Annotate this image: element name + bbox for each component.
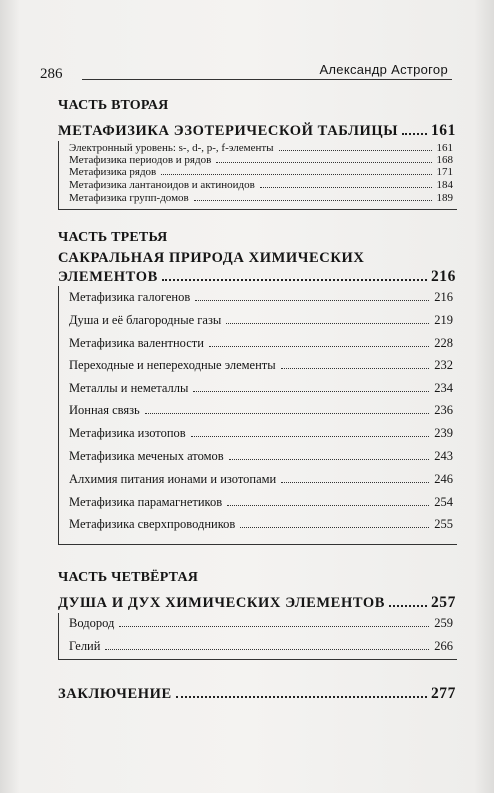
part-four-entries [58,613,457,660]
entry-title: Алхимия питания ионами и изотопами [69,472,277,486]
entry-title: Метафизика изотопов [69,426,186,440]
toc-entry[interactable] [69,142,453,154]
header-rule [82,79,452,80]
entry-title: Метафизика сверхпроводников [69,517,236,531]
entry-page: 161 [436,142,453,154]
section-title-line2: ЭЛЕМЕНТОВ [58,269,158,285]
toc-entry[interactable] [69,449,453,464]
dot-leader [105,649,429,650]
entry-page: 236 [434,403,453,417]
dot-leader [279,150,432,151]
dot-leader [281,482,429,483]
entry-page: 266 [434,639,453,653]
dot-leader [193,391,429,392]
toc-section-part-three[interactable] [58,250,456,286]
entry-title: Водород [69,616,115,630]
part-two-entries [58,141,457,210]
toc-entry[interactable] [69,426,453,441]
section-page: 161 [430,122,456,139]
toc-entry[interactable] [69,472,453,487]
section-page: 277 [430,685,456,702]
dot-leader [216,162,431,163]
dot-leader [195,300,429,301]
toc-entry[interactable] [69,192,453,204]
toc-entry[interactable] [69,290,453,305]
toc-entry[interactable] [69,358,453,373]
toc-entry[interactable] [69,616,453,631]
entry-page: 228 [434,336,453,350]
dot-leader [227,505,429,506]
entry-page: 239 [434,426,453,440]
entry-title: Гелий [69,639,101,653]
toc-entry[interactable] [69,166,453,178]
running-header [0,60,494,84]
entry-page: 254 [434,495,453,509]
entry-title: Метафизика периодов и рядов [69,154,212,166]
entry-title: Метафизика меченых атомов [69,449,224,463]
dot-leader [209,346,429,347]
entry-page: 189 [436,192,453,204]
entry-title: Металлы и неметаллы [69,381,189,395]
toc-entry[interactable] [69,313,453,328]
entry-title: Ионная связь [69,403,140,417]
dot-leader [161,174,431,175]
part-four-label: ЧАСТЬ ЧЕТВЁРТАЯ [58,570,199,585]
section-page: 257 [430,594,456,611]
running-head-author: Александр Астрогор [319,62,448,77]
dot-leader [176,696,427,698]
entry-title: Метафизика лантаноидов и актиноидов [69,179,255,191]
entry-title: Метафизика галогенов [69,290,191,304]
section-title-line1: САКРАЛЬНАЯ ПРИРОДА ХИМИЧЕСКИХ [58,250,365,266]
entry-title: Душа и её благородные газы [69,313,222,327]
entry-page: 184 [436,179,453,191]
toc-entry[interactable] [69,154,453,166]
section-page: 216 [430,268,456,285]
section-title: ЗАКЛЮЧЕНИЕ [58,686,172,702]
entry-page: 216 [434,290,453,304]
dot-leader [191,436,430,437]
part-three-label: ЧАСТЬ ТРЕТЬЯ [58,230,168,245]
entry-title: Метафизика рядов [69,166,157,178]
entry-page: 171 [436,166,453,178]
entry-title: Метафизика валентности [69,336,204,350]
toc-entry[interactable] [69,639,453,654]
toc-entry[interactable] [69,495,453,510]
dot-leader [226,323,429,324]
entry-page: 243 [434,449,453,463]
toc-entry[interactable] [69,403,453,418]
toc-section-conclusion[interactable] [58,685,456,703]
entry-title: Переходные и непереходные элементы [69,358,276,372]
entry-page: 259 [434,616,453,630]
dot-leader [281,368,430,369]
toc-entry[interactable] [69,179,453,191]
dot-leader [389,605,427,607]
section-title: МЕТАФИЗИКА ЭЗОТЕРИЧЕСКОЙ ТАБЛИЦЫ [58,123,399,139]
entry-page: 255 [434,517,453,531]
part-two-label: ЧАСТЬ ВТОРАЯ [58,98,169,113]
entry-title: Метафизика парамагнетиков [69,495,223,509]
toc-entry[interactable] [69,381,453,396]
dot-leader [229,459,430,460]
toc-section-part-four[interactable] [58,594,456,612]
dot-leader [119,626,429,627]
dot-leader [145,413,429,414]
entry-page: 234 [434,381,453,395]
dot-leader [162,279,427,281]
dot-leader [194,200,432,201]
toc-entry[interactable] [69,517,453,532]
dot-leader [402,133,427,135]
dot-leader [240,527,429,528]
entry-page: 246 [434,472,453,486]
dot-leader [260,187,432,188]
page-number: 286 [40,66,63,82]
toc-section-part-two[interactable] [58,122,456,140]
entry-page: 168 [436,154,453,166]
entry-page: 232 [434,358,453,372]
entry-page: 219 [434,313,453,327]
entry-title: Электронный уровень: s-, d-, p-, f-элементы [69,142,274,154]
entry-title: Метафизика групп-домов [69,192,189,204]
toc-entry[interactable] [69,336,453,351]
section-title: ДУША И ДУХ ХИМИЧЕСКИХ ЭЛЕМЕНТОВ [58,595,386,611]
part-three-entries [58,286,457,545]
